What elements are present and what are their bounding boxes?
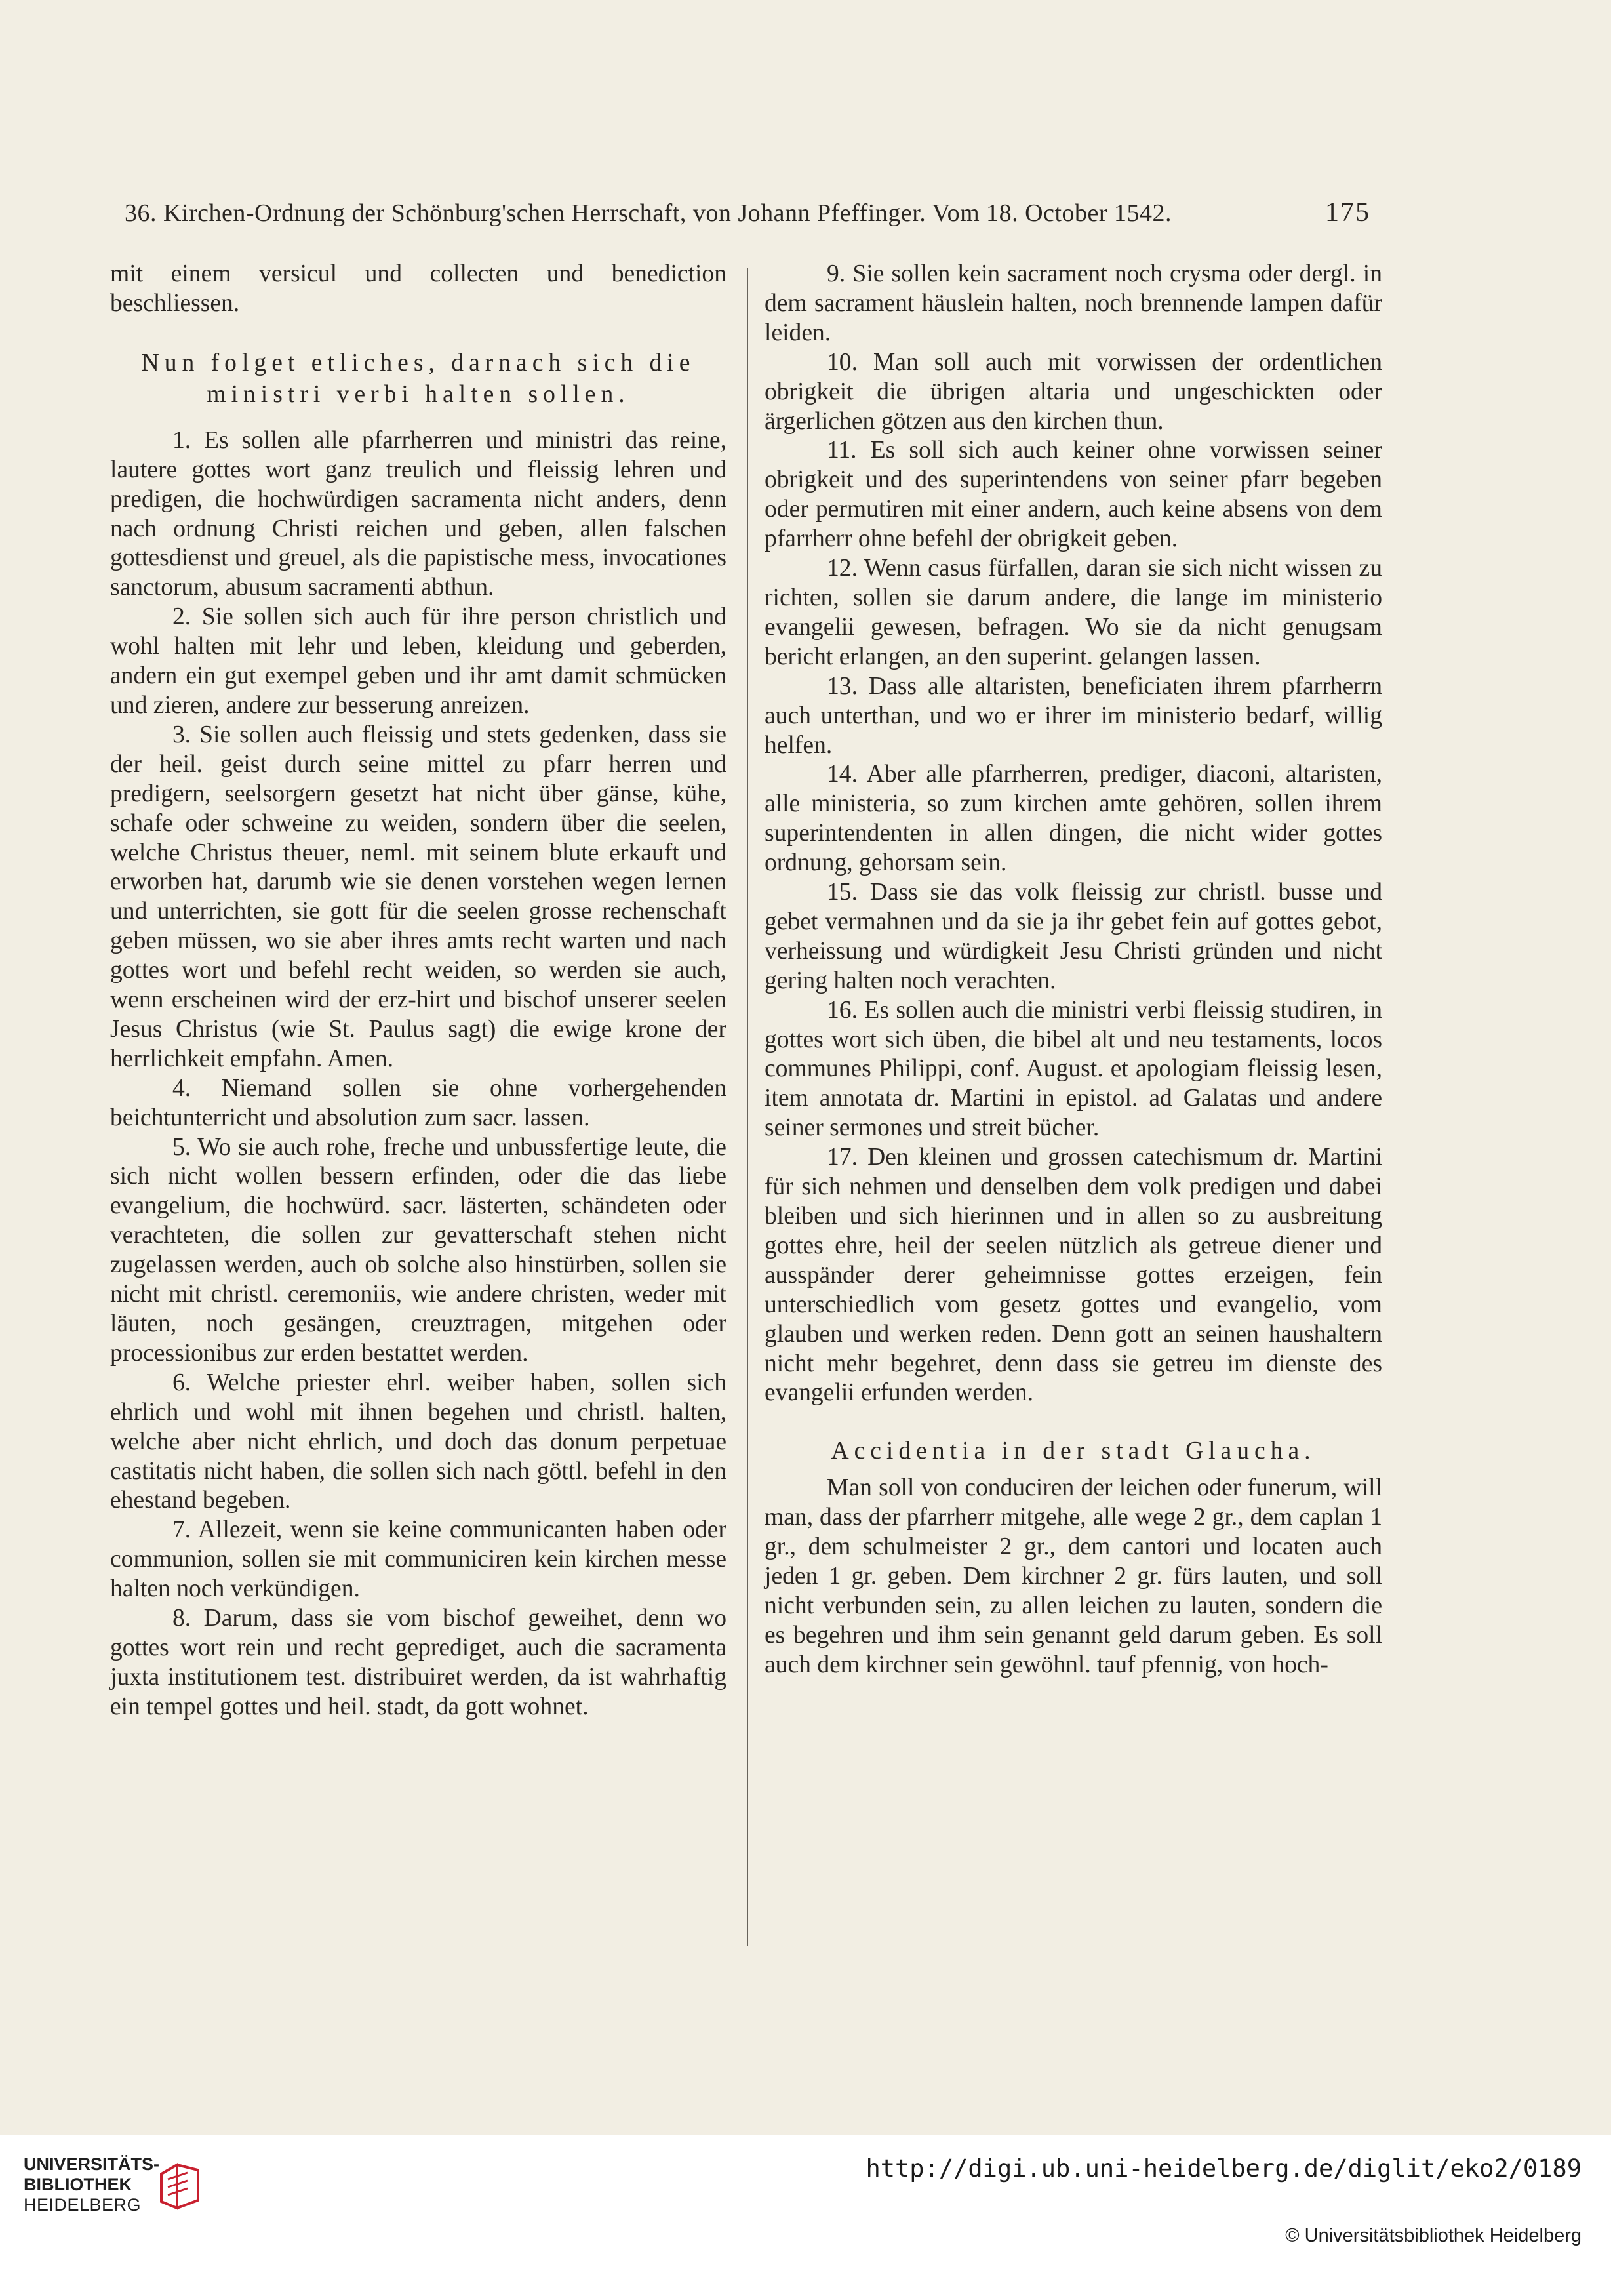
running-head xyxy=(125,197,1370,228)
paragraph-15: 15. Dass sie das volk fleissig zur christl. busse und gebet vermahnen und da sie ja ihr gebet fein auf gottes gebot, verheissung und würdigkeit Jesu Christi gründen und nicht gering halten noch verachten. xyxy=(765,879,1382,994)
paragraph-2: 2. Sie sollen sich auch für ihre person christlich und wohl halten mit lehr und leben, kleidung und geberden, andern ein gut exempel geben und ihr amt damit schmücken und zieren, andere zur besserung anreizen. xyxy=(110,603,726,719)
paragraph-3: 3. Sie sollen auch fleissig und stets gedenken, dass sie der heil. geist durch seine mittel zu pfarr herren und predigern, seelsorgern gesetzt hat nicht über gänse, kühe, schafe oder schweine zu weiden, sondern über die seelen, welche Christus theuer, neml. mit seinem blute erkauft und erworben hat, darumb wie sie denen vorstehen wegen lernen und unterrichten, sie gott für die seelen grosse rechenschaft geben müssen, wo sie aber ihres amts recht warten und nach gottes wort und befehl recht weiden, so werden sie auch, wenn erscheinen wird der erz-hirt und bischof unserer seelen Jesus Christus (wie St. Paulus sagt) die ewige krone der herrlichkeit empfahn. Amen. xyxy=(110,721,726,1072)
paragraph-14: 14. Aber alle pfarrherren, prediger, diaconi, altaristen, alle ministeria, so zum kirchen amte gehören, sollen ihrem superintendenten in allen dingen, die nicht wider gottes ordnung, gehorsam sein. xyxy=(765,761,1382,877)
paragraph-12: 12. Wenn casus fürfallen, daran sie sich nicht wissen zu richten, sollen sie darum andere, die lange im ministerio evangelii gewesen, befragen. Wo sie da nicht genugsam bericht erlangen, an den superint. gelangen lassen. xyxy=(765,555,1382,670)
paragraph-5: 5. Wo sie auch rohe, freche und unbussfertige leute, die sich nicht wollen bessern erfinden, oder die das liebe evangelium, die hochwürd. sacr. lästerten, schändeten oder verachteten, die sollen zur gevatterschaft stehen nicht zugelassen werden, auch ob solche also hinstürben, sollen sie nicht mit christl. ceremoniis, wie andere christen, weder mit läuten, noch gesängen, creuztragen, mitgehen oder processionibus zur erden bestattet werden. xyxy=(110,1133,726,1367)
right-column xyxy=(765,260,1382,1680)
page-number: 175 xyxy=(1325,197,1370,228)
logo-line-1: UNIVERSITÄTS- xyxy=(24,2154,160,2174)
paragraph-10: 10. Man soll auch mit vorwissen der ordentlichen obrigkeit die übrigen altaria und ungeschickten oder ärgerlichen götzen aus den kirchen thun. xyxy=(765,348,1382,435)
library-emblem-icon xyxy=(159,2161,205,2212)
paragraph-13: 13. Dass alle altaristen, beneficiaten ihrem pfarrherrn auch unterthan, und wo er ihrer im ministerio bedarf, willig helfen. xyxy=(765,672,1382,759)
paragraph-11: 11. Es soll sich auch keiner ohne vorwissen seiner obrigkeit und des superintendens von seiner pfarr begeben oder permutiren mit einer andern, auch keine absens von dem pfarrherr ohne befehl der obrigkeit geben. xyxy=(765,437,1382,553)
column-divider xyxy=(747,268,748,1946)
paragraph-accidentia: Man soll von conduciren der leichen oder funerum, will man, dass der pfarrherr mitgehe, alle wege 2 gr., dem caplan 1 gr., dem schulmeister 2 gr., dem cantori und locaten auch jeden 1 gr. geben. Dem kirchner 2 gr. fürs lauten, und soll nicht verbunden sein, zu allen leichen zu lauten, sondern die es begehren und ihm sein genannt geld darum geben. Es soll auch dem kirchner sein gewöhnl. tauf pfennig, von hoch- xyxy=(765,1474,1382,1678)
paragraph-17: 17. Den kleinen und grossen catechismum dr. Martini für sich nehmen und denselben dem volk predigen und dabei bleiben und sich hierinnen und in allen so zu ausbreitung gottes ehre, heil der seelen nützlich als getreue diener und ausspänder derer geheimnisse gottes erzeigen, fein unterschiedlich vom gesetz gottes und evangelio, vom glauben und werken reden. Denn gott an seinen haushaltern nicht mehr begehret, denn dass sie getreu im dienste des evangelii erfunden werden. xyxy=(765,1144,1382,1407)
logo-line-2: BIBLIOTHEK xyxy=(24,2175,132,2194)
paragraph-16: 16. Es sollen auch die ministri verbi fleissig studiren, in gottes wort sich üben, die bibel alt und neu testaments, locos communes Philippi, conf. August. et apologiam fleissig lesen, item annotata dr. Martini in epistol. ad Galatas und andere seiner sermones und streit bücher. xyxy=(765,996,1382,1142)
paragraph-6: 6. Welche priester ehrl. weiber haben, sollen sich ehrlich und wohl mit ihnen begehen und christl. halten, welche aber nicht ehrlich, und doch das donum perpetuae castitatis nicht haben, die sollen sich nach göttl. befehl in den ehestand begeben. xyxy=(110,1369,726,1514)
left-column xyxy=(110,260,726,1722)
paragraph-8: 8. Darum, dass sie vom bischof geweihet, denn wo gottes wort rein und recht geprediget, auch die sacramenta juxta institutionem test. distribuiret werden, da ist wahrhaftig ein tempel gottes und heil. stadt, da gott wohnet. xyxy=(110,1605,726,1720)
paragraph-7: 7. Allezeit, wenn sie keine communicanten haben oder communion, sollen sie mit communiciren kein kirchen messe halten noch verkündigen. xyxy=(110,1516,726,1603)
paragraph-9: 9. Sie sollen kein sacrament noch crysma oder dergl. in dem sacrament häuslein halten, noch brennende lampen dafür leiden. xyxy=(765,260,1382,346)
section-heading-accidentia: Accidentia in der stadt Glaucha. xyxy=(831,1438,1316,1465)
section-heading-ministri: Nun folget etliches, darnach sich die ministri verbi halten sollen. xyxy=(141,349,696,408)
copyright-notice: © Universitätsbibliothek Heidelberg xyxy=(1285,2225,1581,2246)
running-head-title: 36. Kirchen-Ordnung der Schönburg'schen Herrschaft, von Johann Pfeffinger. Vom 18. October 1542. xyxy=(125,199,1172,227)
footer-bar xyxy=(0,2135,1611,2296)
left-opening-text: mit einem versicul und collecten und benediction beschliessen. xyxy=(110,260,726,317)
paragraph-1: 1. Es sollen alle pfarrherren und ministri das reine, lautere gottes wort ganz treulich und fleissig lehren und predigen, die hochwürdigen sacramenta nicht anders, denn nach ordnung Christi reichen und geben, allen falschen gottesdienst und greuel, als die papistische mess, invocationes sanctorum, abusum sacramenti abthun. xyxy=(110,426,726,601)
library-logo[interactable] xyxy=(24,2154,159,2215)
paragraph-4: 4. Niemand sollen sie ohne vorhergehenden beichtunterricht und absolution zum sacr. lassen. xyxy=(110,1074,726,1131)
permalink-url[interactable]: http://digi.ub.uni-heidelberg.de/diglit/eko2/0189 xyxy=(865,2154,1581,2183)
logo-line-3: HEIDELBERG xyxy=(24,2195,142,2215)
